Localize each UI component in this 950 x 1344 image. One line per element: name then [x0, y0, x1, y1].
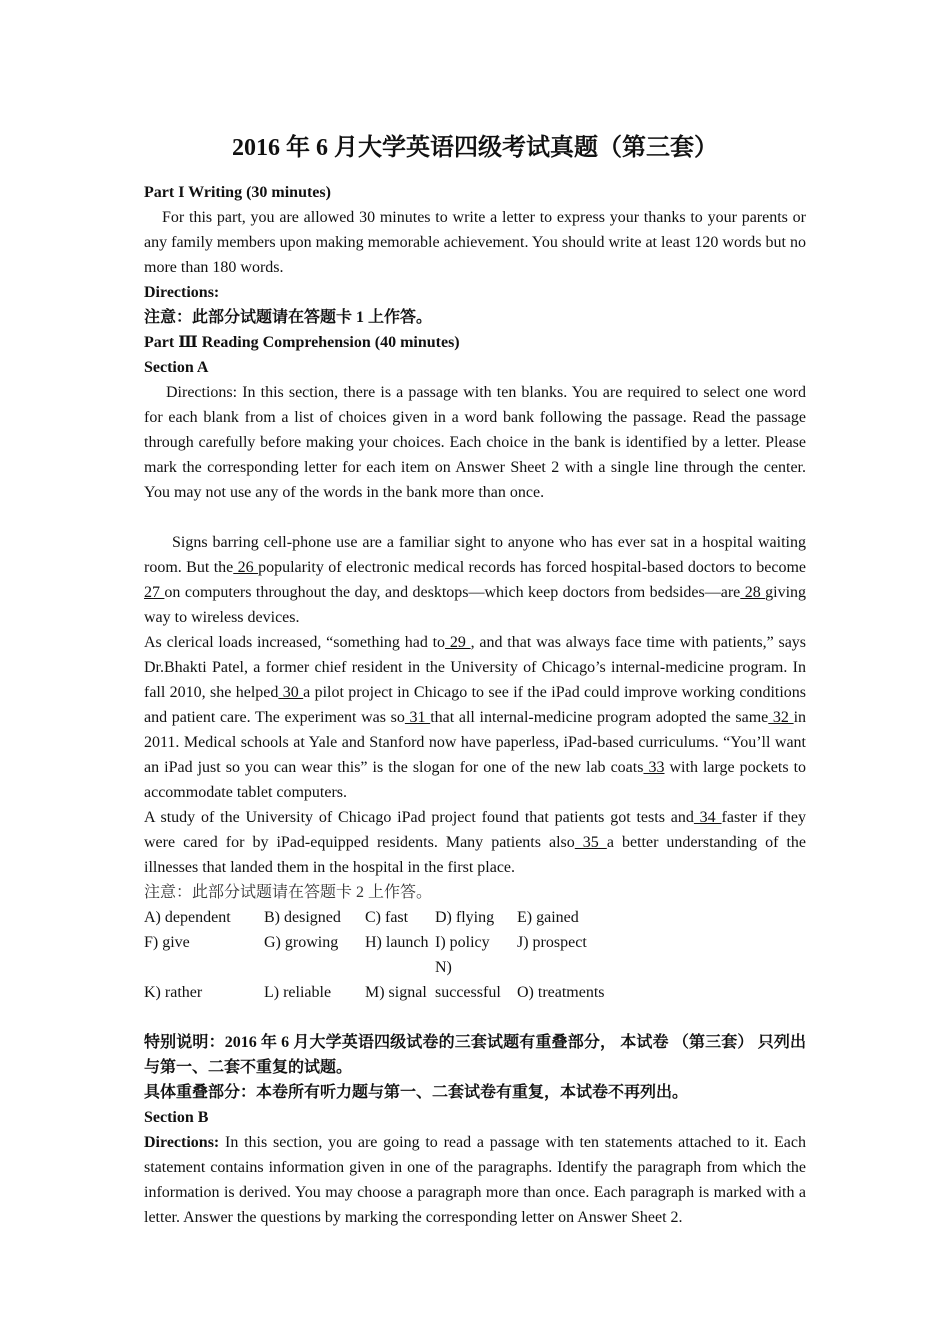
- word-option: E) gained: [517, 909, 579, 926]
- passage-text: a pilot project in Chicago to see if the iPad could improve working conditions and patient care. The experiment was so: [144, 684, 807, 726]
- blank-27: 27: [144, 584, 165, 601]
- passage-text: with large pockets to accommodate tablet computers.: [144, 759, 807, 801]
- section-b-heading: Section B: [144, 1109, 209, 1126]
- passage-text: As clerical loads increased, “something had to: [144, 634, 446, 651]
- word-option: J) prospect: [517, 934, 587, 951]
- document-body: [144, 132, 806, 1230]
- word-option: N) successful: [435, 959, 501, 1001]
- passage-text: , and that was always face time with patients,” says Dr.Bhakti Patel, a former chief resident in the University of Chicago’s internal-medicine program. In fall 2010, she helped: [144, 634, 807, 701]
- passage-paragraph-1: [144, 530, 806, 630]
- blank-28: 28: [740, 584, 766, 601]
- passage-text: giving way to wireless devices.: [144, 584, 807, 626]
- section-b-directions-text: In this section, you are going to read a passage with ten statements attached to it. Each statement contains information given in one of the paragraphs. Identify the paragraph from which the information is derived. You may choose a paragraph more than once. Each paragraph is marked with a letter. Answer the questions by marking the corresponding letter on Answer Sheet 2.: [144, 1134, 806, 1226]
- word-option: H) launch: [365, 934, 429, 951]
- passage-text: on computers throughout the day, and desktops—which keep doctors from bedsides—are: [164, 584, 741, 601]
- passage-text: that all internal-medicine program adopted the same: [430, 709, 769, 726]
- word-bank-row: [144, 905, 806, 930]
- section-b-directions: [144, 1130, 806, 1230]
- word-bank-row: [144, 955, 806, 1005]
- passage-text: A study of the University of Chicago iPad project found that patients got tests and: [144, 809, 694, 826]
- blank-35: 35: [574, 834, 607, 851]
- word-option: M) signal: [365, 984, 427, 1001]
- word-option: A) dependent: [144, 909, 231, 926]
- passage-paragraph-3: [144, 805, 806, 880]
- part1-heading: Part I Writing (30 minutes): [144, 184, 331, 201]
- part3-heading: Part Ⅲ Reading Comprehension (40 minutes): [144, 334, 460, 351]
- passage-text: Signs barring cell-phone use are a familiar sight to anyone who has ever sat in a hospital waiting room. But the: [144, 534, 806, 576]
- word-bank: [144, 905, 806, 1005]
- blank-33: 33: [643, 759, 665, 776]
- blank-29: 29: [445, 634, 471, 651]
- part1-instructions: For this part, you are allowed 30 minutes to write a letter to express your thanks to your parents or any family members upon making memorable achievement. You should write at least 120 words but no more than 180 words.: [144, 209, 806, 276]
- blank-26: 26: [233, 559, 259, 576]
- passage-text: a better understanding of the illnesses that landed them in the hospital in the first place.: [144, 834, 807, 876]
- overlap-note: 具体重叠部分：本卷所有听力题与第一、二套试卷有重复，本试卷不再列出。: [144, 1084, 689, 1101]
- blank-34: 34: [693, 809, 722, 826]
- word-bank-row: [144, 930, 806, 955]
- section-b-directions-label: Directions:: [144, 1134, 220, 1151]
- passage-text: in 2011. Medical schools at Yale and Stanford now have paperless, iPad-based curriculums. “You’ll want an iPad just so you can wear this” is the slogan for one of the new lab coats: [144, 709, 807, 776]
- blank-32: 32: [768, 709, 794, 726]
- special-note: 特别说明：2016 年 6 月大学英语四级试卷的三套试题有重叠部分， 本试卷 （第三套） 只列出与第一、二套不重复的试题。: [144, 1034, 806, 1076]
- passage-text: faster if they were cared for by iPad-equipped residents. Many patients also: [144, 809, 807, 851]
- section-a-heading: Section A: [144, 359, 209, 376]
- word-option: C) fast: [365, 909, 409, 926]
- answer-sheet-note: 注意：此部分试题请在答题卡 2 上作答。: [144, 884, 433, 901]
- blank-30: 30: [278, 684, 304, 701]
- word-option: G) growing: [264, 934, 339, 951]
- word-option: I) policy: [435, 934, 490, 951]
- blank-31: 31: [404, 709, 431, 726]
- part1-directions-label: Directions:: [144, 284, 220, 301]
- word-option: K) rather: [144, 984, 203, 1001]
- word-option: L) reliable: [264, 984, 332, 1001]
- word-option: F) give: [144, 934, 190, 951]
- word-option: D) flying: [435, 909, 495, 926]
- passage-text: popularity of electronic medical records has forced hospital-based doctors to become: [258, 559, 807, 576]
- word-option: O) treatments: [517, 984, 605, 1001]
- spacer: [144, 505, 806, 530]
- passage-paragraph-2: [144, 630, 806, 805]
- part1-answer-note: 注意：此部分试题请在答题卡 1 上作答。: [144, 309, 433, 326]
- section-a-directions: Directions: In this section, there is a passage with ten blanks. You are required to select one word for each blank from a list of choices given in a word bank following the passage. Read the passage through carefully before making your choices. Each choice in the bank is identified by a letter. Please mark the corresponding letter for each item on Answer Sheet 2 with a single line through the center. You may not use any of the words in the bank more than once.: [144, 384, 806, 501]
- page-title: 2016 年 6 月大学英语四级考试真题（第三套）: [232, 135, 718, 161]
- spacer: [144, 1005, 806, 1030]
- word-option: B) designed: [264, 909, 341, 926]
